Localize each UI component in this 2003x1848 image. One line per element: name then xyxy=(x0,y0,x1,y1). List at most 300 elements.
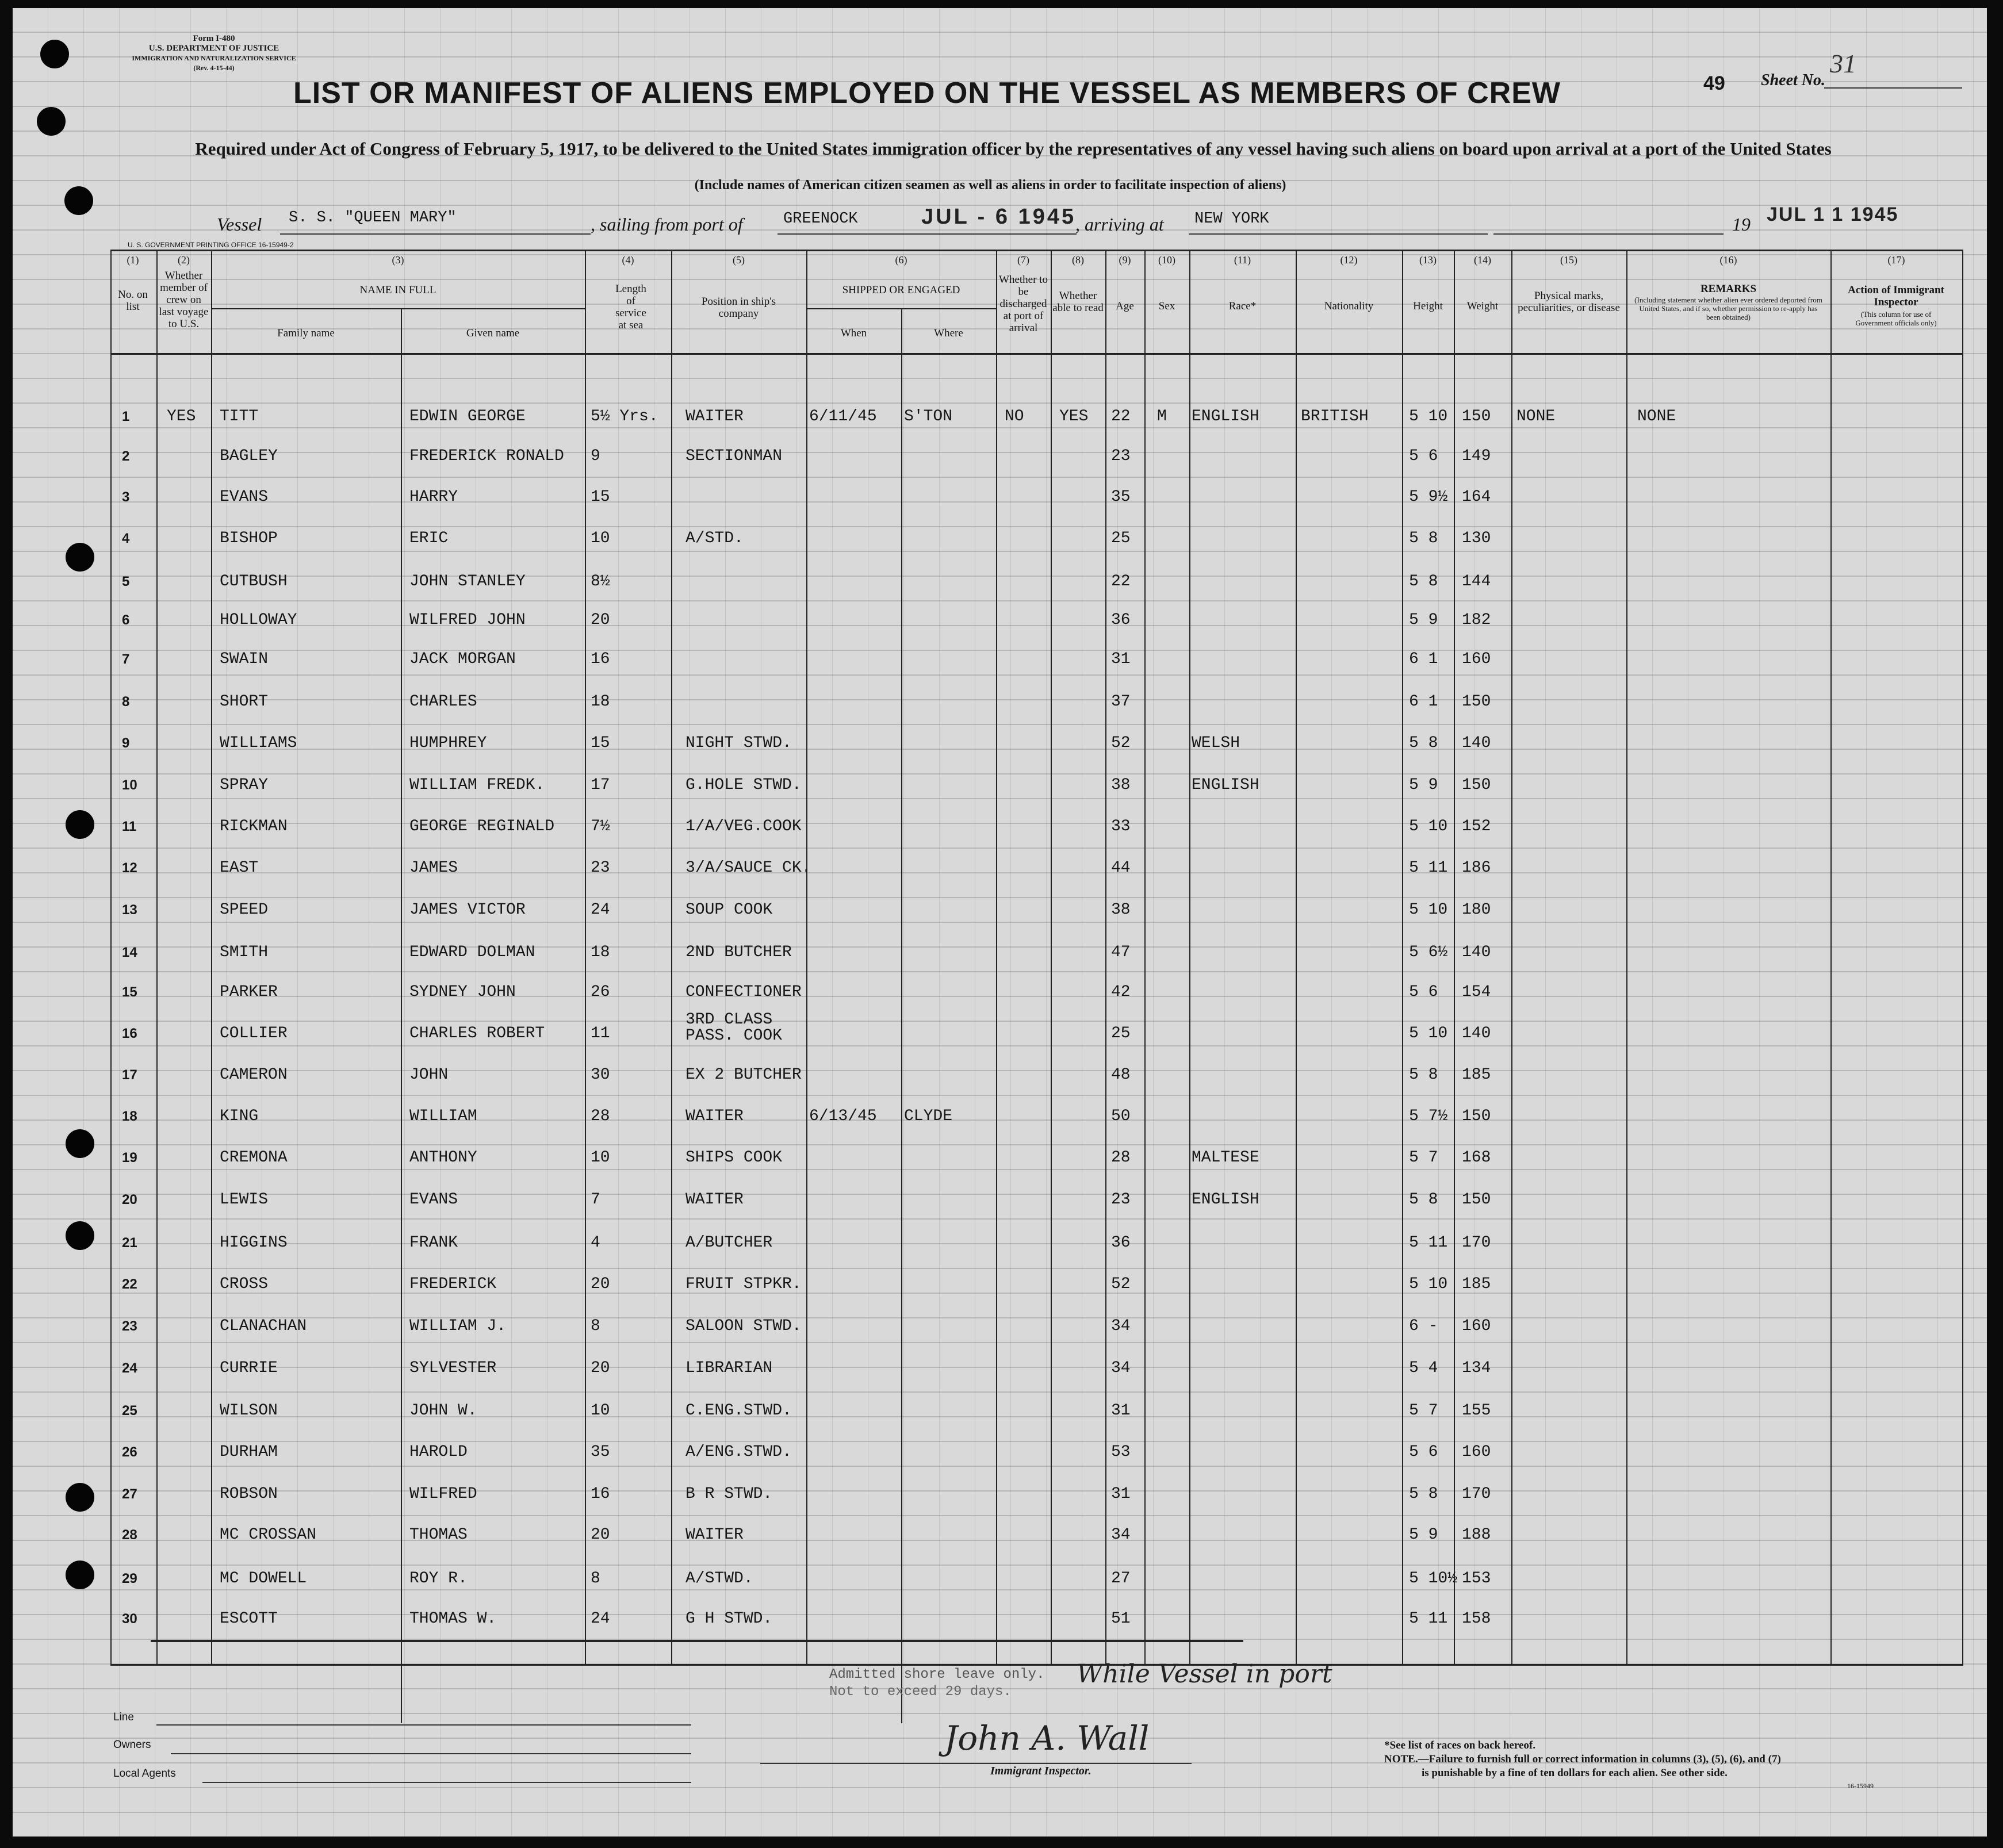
col-header-given: Given name xyxy=(466,327,520,339)
service-cell: 18 xyxy=(591,944,610,961)
age-cell: 37 xyxy=(1111,693,1131,711)
family-name-cell: TITT xyxy=(220,408,259,425)
arriving-label: , arriving at xyxy=(1075,214,1164,235)
weight-cell: 150 xyxy=(1462,408,1491,425)
row-number: 3 xyxy=(122,489,130,505)
service-cell: 15 xyxy=(591,734,610,752)
height-cell: 5 11 xyxy=(1409,1234,1448,1252)
weight-cell: 155 xyxy=(1462,1402,1491,1420)
age-cell: 25 xyxy=(1111,530,1131,547)
table-top-rule xyxy=(110,250,1962,251)
where-cell: S'TON xyxy=(904,408,953,425)
punch-hole xyxy=(64,186,93,215)
given-name-cell: FREDERICK xyxy=(409,1275,497,1293)
age-cell: 42 xyxy=(1111,983,1131,1001)
service-cell: 10 xyxy=(591,1402,610,1420)
row-number: 10 xyxy=(122,777,137,793)
column-rule xyxy=(211,250,212,1666)
row-number: 9 xyxy=(122,735,130,751)
punch-hole xyxy=(66,1561,94,1589)
col-header-race: Race* xyxy=(1228,300,1257,312)
weight-cell: 140 xyxy=(1462,1025,1491,1042)
position-cell: C.ENG.STWD. xyxy=(685,1402,792,1420)
given-name-cell: THOMAS W. xyxy=(409,1610,497,1628)
service-cell: 8 xyxy=(591,1317,600,1335)
row-number: 1 xyxy=(122,409,130,424)
service-cell: 16 xyxy=(591,1485,610,1503)
arriving-underline xyxy=(1189,233,1488,235)
col-num: (11) xyxy=(1234,254,1251,266)
age-cell: 31 xyxy=(1111,650,1131,668)
punch-hole xyxy=(37,107,66,136)
column-rule xyxy=(585,250,586,1666)
age-cell: 36 xyxy=(1111,611,1131,629)
position-cell: B R STWD. xyxy=(685,1485,773,1503)
family-name-cell: COLLIER xyxy=(220,1025,288,1042)
sheet-underline xyxy=(1824,87,1962,89)
age-cell: 36 xyxy=(1111,1234,1131,1252)
row-number: 22 xyxy=(122,1276,137,1292)
col-header-family: Family name xyxy=(277,327,335,339)
row-number: 6 xyxy=(122,612,130,628)
height-cell: 5 8 xyxy=(1409,1485,1438,1503)
position-cell: CONFECTIONER xyxy=(685,983,802,1001)
col-num: (13) xyxy=(1419,254,1437,266)
given-name-cell: WILLIAM xyxy=(409,1107,477,1125)
row-number: 21 xyxy=(122,1235,137,1251)
position-cell: G H STWD. xyxy=(685,1610,773,1628)
given-name-cell: CHARLES ROBERT xyxy=(409,1025,545,1042)
family-name-cell: SPEED xyxy=(220,901,269,919)
race-cell: ENGLISH xyxy=(1192,776,1259,794)
age-cell: 33 xyxy=(1111,818,1131,835)
position-cell: A/STD. xyxy=(685,530,744,547)
position-cell: WAITER xyxy=(685,408,744,425)
height-cell: 5 6½ xyxy=(1409,944,1448,961)
weight-cell: 144 xyxy=(1462,573,1491,591)
service-cell: 7½ xyxy=(591,818,610,835)
crew-cell: YES xyxy=(167,408,196,425)
age-cell: 38 xyxy=(1111,776,1131,794)
position-cell: SHIPS COOK xyxy=(685,1149,783,1167)
given-name-cell: HAROLD xyxy=(409,1443,468,1461)
service-cell: 15 xyxy=(591,488,610,506)
row-number: 26 xyxy=(122,1444,137,1460)
col-num: (15) xyxy=(1560,254,1577,266)
column-rule xyxy=(806,250,807,1666)
height-cell: 5 8 xyxy=(1409,573,1438,591)
col-header-height: Height xyxy=(1413,300,1443,312)
owners-label: Owners xyxy=(113,1739,151,1751)
punch-hole xyxy=(66,1483,94,1512)
given-name-cell: WILLIAM J. xyxy=(409,1317,507,1335)
date-underline xyxy=(1493,233,1724,235)
service-cell: 9 xyxy=(591,447,600,465)
age-cell: 22 xyxy=(1111,408,1131,425)
family-name-cell: CUTBUSH xyxy=(220,573,288,591)
position-cell: A/STWD. xyxy=(685,1570,753,1588)
family-name-cell: HOLLOWAY xyxy=(220,611,297,629)
position-cell: WAITER xyxy=(685,1107,744,1125)
age-cell: 25 xyxy=(1111,1025,1131,1042)
given-name-cell: CHARLES xyxy=(409,693,477,711)
vessel-name: S. S. "QUEEN MARY" xyxy=(289,209,457,227)
height-cell: 6 1 xyxy=(1409,650,1438,668)
height-cell: 6 1 xyxy=(1409,693,1438,711)
col-header-marks: Physical marks, peculiarities, or disease xyxy=(1518,290,1620,314)
position-cell: LIBRARIAN xyxy=(685,1359,773,1377)
table-bottom-rule xyxy=(110,1664,1962,1666)
row-number: 28 xyxy=(122,1527,137,1543)
col-header-remarks: REMARKS xyxy=(1700,283,1757,295)
service-cell: 20 xyxy=(591,1359,610,1377)
height-cell: 5 6 xyxy=(1409,1443,1438,1461)
service-cell: 26 xyxy=(591,983,610,1001)
given-name-cell: ROY R. xyxy=(409,1570,468,1588)
service-cell: 23 xyxy=(591,859,610,877)
service-cell: 5½ Yrs. xyxy=(591,408,658,425)
weight-cell: 140 xyxy=(1462,734,1491,752)
col-num: (8) xyxy=(1072,254,1084,266)
given-name-cell: FREDERICK RONALD xyxy=(409,447,564,465)
age-cell: 35 xyxy=(1111,488,1131,506)
marks-cell: NONE xyxy=(1516,408,1556,425)
service-cell: 24 xyxy=(591,901,610,919)
row-number: 12 xyxy=(122,860,137,876)
row-number: 16 xyxy=(122,1026,137,1041)
age-cell: 52 xyxy=(1111,1275,1131,1293)
position-cell: SECTIONMAN xyxy=(685,447,783,465)
name-subheader-rule xyxy=(211,308,585,309)
age-cell: 31 xyxy=(1111,1402,1131,1420)
service: IMMIGRATION AND NATURALIZATION SERVICE xyxy=(132,54,296,62)
form-number: Form I-480 xyxy=(193,34,235,43)
family-name-cell: ESCOTT xyxy=(220,1610,278,1628)
given-name-cell: FRANK xyxy=(409,1234,458,1252)
age-cell: 48 xyxy=(1111,1066,1131,1084)
col-header-service: Length of service at sea xyxy=(615,283,646,331)
col-header-weight: Weight xyxy=(1466,300,1499,312)
race-cell: WELSH xyxy=(1192,734,1240,752)
height-cell: 5 8 xyxy=(1409,530,1438,547)
family-name-cell: EVANS xyxy=(220,488,269,506)
row-number: 24 xyxy=(122,1360,137,1376)
given-name-cell: JOHN STANLEY xyxy=(409,573,526,591)
weight-cell: 170 xyxy=(1462,1234,1491,1252)
weight-cell: 186 xyxy=(1462,859,1491,877)
service-cell: 7 xyxy=(591,1191,600,1209)
department: U.S. DEPARTMENT OF JUSTICE xyxy=(148,44,279,53)
family-name-cell: WILLIAMS xyxy=(220,734,297,752)
weight-cell: 150 xyxy=(1462,1191,1491,1209)
col-num: (2) xyxy=(178,254,190,266)
discharged-cell: NO xyxy=(1005,408,1024,425)
local-agents-label: Local Agents xyxy=(113,1768,176,1780)
service-cell: 28 xyxy=(591,1107,610,1125)
given-name-cell: SYLVESTER xyxy=(409,1359,497,1377)
row-number: 29 xyxy=(122,1571,137,1586)
given-name-cell: HUMPHREY xyxy=(409,734,487,752)
weight-cell: 160 xyxy=(1462,1317,1491,1335)
row-number: 14 xyxy=(122,945,137,960)
punch-hole xyxy=(66,810,94,839)
failure-note-cont: is punishable by a fine of ten dollars for each alien. See other side. xyxy=(1422,1767,1728,1779)
admitted-stamp-limit: Not to exceed 29 days. xyxy=(829,1684,1012,1700)
height-cell: 5 9½ xyxy=(1409,488,1448,506)
column-rule xyxy=(1830,250,1832,1666)
weight-cell: 160 xyxy=(1462,1443,1491,1461)
signature-underline xyxy=(760,1763,1192,1764)
printer-note: U. S. GOVERNMENT PRINTING OFFICE 16-15949-2 xyxy=(128,241,294,249)
arriving-port: NEW YORK xyxy=(1194,210,1269,228)
family-name-cell: EAST xyxy=(220,859,259,877)
given-name-cell: WILLIAM FREDK. xyxy=(409,776,545,794)
family-name-cell: PARKER xyxy=(220,983,278,1001)
weight-cell: 170 xyxy=(1462,1485,1491,1503)
punch-hole xyxy=(66,543,94,572)
line-label: Line xyxy=(113,1711,134,1723)
handwritten-note: While Vessel in port xyxy=(1077,1659,1332,1689)
service-cell: 20 xyxy=(591,611,610,629)
act-subtitle: Required under Act of Congress of February 5, 1917, to be delivered to the United States immigration officer by the representatives of any vessel having such aliens on board upon arrival at a port of the United States xyxy=(195,139,1832,159)
col-header-nationality: Nationality xyxy=(1324,300,1374,312)
position-cell: EX 2 BUTCHER xyxy=(685,1066,802,1084)
family-name-cell: CURRIE xyxy=(220,1359,278,1377)
header-bottom-rule xyxy=(110,353,1962,355)
service-cell: 10 xyxy=(591,1149,610,1167)
family-name-cell: RICKMAN xyxy=(220,818,288,835)
position-cell: 3/A/SAUCE CK. xyxy=(685,859,811,877)
admitted-stamp: Admitted shore leave only. xyxy=(829,1667,1045,1682)
height-cell: 5 8 xyxy=(1409,734,1438,752)
age-cell: 47 xyxy=(1111,944,1131,961)
given-name-cell: JACK MORGAN xyxy=(409,650,516,668)
row-number: 4 xyxy=(122,531,130,546)
age-cell: 28 xyxy=(1111,1149,1131,1167)
given-name-cell: EVANS xyxy=(409,1191,458,1209)
row-number: 19 xyxy=(122,1150,137,1165)
agents-underline xyxy=(202,1782,691,1783)
given-name-cell: EDWARD DOLMAN xyxy=(409,944,535,961)
col-num: (10) xyxy=(1158,254,1175,266)
where-cell: CLYDE xyxy=(904,1107,953,1125)
column-rule xyxy=(1454,250,1455,1666)
row-number: 17 xyxy=(122,1067,137,1083)
weight-cell: 164 xyxy=(1462,488,1491,506)
age-cell: 34 xyxy=(1111,1359,1131,1377)
service-cell: 8 xyxy=(591,1570,600,1588)
family-name-cell: CREMONA xyxy=(220,1149,288,1167)
age-cell: 27 xyxy=(1111,1570,1131,1588)
height-cell: 5 11 xyxy=(1409,1610,1448,1628)
height-cell: 5 10 xyxy=(1409,1275,1448,1293)
row-number: 11 xyxy=(122,819,137,834)
read-cell: YES xyxy=(1059,408,1089,425)
given-name-cell: JOHN xyxy=(409,1066,449,1084)
given-name-cell: SYDNEY JOHN xyxy=(409,983,516,1001)
weight-cell: 134 xyxy=(1462,1359,1491,1377)
family-name-cell: CAMERON xyxy=(220,1066,288,1084)
service-cell: 16 xyxy=(591,650,610,668)
year-label: 19 xyxy=(1732,214,1751,235)
weight-cell: 150 xyxy=(1462,693,1491,711)
age-cell: 50 xyxy=(1111,1107,1131,1125)
inspector-label: Immigrant Inspector. xyxy=(990,1765,1091,1777)
vessel-label: Vessel xyxy=(217,214,262,235)
weight-cell: 168 xyxy=(1462,1149,1491,1167)
sailing-port: GREENOCK xyxy=(783,210,858,228)
service-cell: 30 xyxy=(591,1066,610,1084)
weight-cell: 182 xyxy=(1462,611,1491,629)
age-cell: 51 xyxy=(1111,1610,1131,1628)
given-name-cell: THOMAS xyxy=(409,1526,468,1544)
column-rule xyxy=(156,250,158,1666)
given-name-cell: GEORGE REGINALD xyxy=(409,818,555,835)
service-cell: 17 xyxy=(591,776,610,794)
age-cell: 52 xyxy=(1111,734,1131,752)
height-cell: 5 7 xyxy=(1409,1402,1438,1420)
weight-cell: 130 xyxy=(1462,530,1491,547)
row-number: 2 xyxy=(122,448,130,464)
weight-cell: 180 xyxy=(1462,901,1491,919)
position-cell: 1/A/VEG.COOK xyxy=(685,818,802,835)
col-num: (16) xyxy=(1719,254,1737,266)
weight-cell: 140 xyxy=(1462,944,1491,961)
col-header-when: When xyxy=(840,327,867,339)
col-header-discharged: Whether to be discharged at port of arrival xyxy=(999,274,1048,334)
height-cell: 5 9 xyxy=(1409,776,1438,794)
service-cell: 20 xyxy=(591,1275,610,1293)
col-num: (3) xyxy=(392,254,404,266)
position-cell: 2ND BUTCHER xyxy=(685,944,792,961)
service-cell: 11 xyxy=(591,1025,610,1042)
height-cell: 5 6 xyxy=(1409,983,1438,1001)
punch-hole xyxy=(66,1129,94,1158)
service-cell: 10 xyxy=(591,530,610,547)
age-cell: 44 xyxy=(1111,859,1131,877)
col-num: (5) xyxy=(733,254,745,266)
sheet-prefix: 49 xyxy=(1703,72,1725,94)
given-name-cell: JOHN W. xyxy=(409,1402,477,1420)
column-rule xyxy=(901,308,902,1723)
column-rule xyxy=(1511,250,1512,1666)
col-header-crew: Whether member of crew on last voyage to U.S. xyxy=(159,270,209,330)
age-cell: 34 xyxy=(1111,1526,1131,1544)
given-name-cell: HARRY xyxy=(409,488,458,506)
age-cell: 22 xyxy=(1111,573,1131,591)
position-cell: SALOON STWD. xyxy=(685,1317,802,1335)
family-name-cell: MC CROSSAN xyxy=(220,1526,317,1544)
col-header-name: NAME IN FULL xyxy=(359,284,436,296)
col-header-sex: Sex xyxy=(1158,300,1175,312)
given-name-cell: ANTHONY xyxy=(409,1149,477,1167)
column-rule xyxy=(996,250,997,1666)
weight-cell: 149 xyxy=(1462,447,1491,465)
position-cell: A/BUTCHER xyxy=(685,1234,773,1252)
weight-cell: 152 xyxy=(1462,818,1491,835)
height-cell: 5 11 xyxy=(1409,859,1448,877)
family-name-cell: LEWIS xyxy=(220,1191,269,1209)
position-cell: WAITER xyxy=(685,1526,744,1544)
column-rule xyxy=(671,250,672,1666)
col-header-action-note: (This column for use of Government officials only) xyxy=(1855,310,1937,327)
height-cell: 6 - xyxy=(1409,1317,1438,1335)
row-number: 27 xyxy=(122,1486,137,1502)
height-cell: 5 10 xyxy=(1409,408,1448,425)
col-header-where: Where xyxy=(934,327,963,339)
sailing-underline xyxy=(778,233,1077,235)
family-name-cell: CROSS xyxy=(220,1275,269,1293)
row-number: 5 xyxy=(122,574,130,589)
column-rule xyxy=(1105,250,1106,1666)
service-cell: 24 xyxy=(591,1610,610,1628)
given-name-cell: ERIC xyxy=(409,530,449,547)
family-name-cell: ROBSON xyxy=(220,1485,278,1503)
position-cell: FRUIT STPKR. xyxy=(685,1275,802,1293)
column-rule xyxy=(1144,250,1146,1666)
col-header-position: Position in ship's company xyxy=(701,296,776,320)
weight-cell: 185 xyxy=(1462,1275,1491,1293)
family-name-cell: CLANACHAN xyxy=(220,1317,307,1335)
weight-cell: 185 xyxy=(1462,1066,1491,1084)
col-header-read: Whether able to read xyxy=(1052,290,1104,314)
inspector-signature: John A. Wall xyxy=(944,1719,1150,1758)
row-number: 13 xyxy=(122,902,137,918)
service-cell: 35 xyxy=(591,1443,610,1461)
given-name-cell: WILFRED xyxy=(409,1485,477,1503)
service-cell: 20 xyxy=(591,1526,610,1544)
arrival-date-stamp: JUL 1 1 1945 xyxy=(1767,204,1899,225)
sheet-number: 31 xyxy=(1830,49,1856,78)
col-num: (7) xyxy=(1017,254,1029,266)
form-code: 16-15949 xyxy=(1847,1782,1874,1790)
weight-cell: 150 xyxy=(1462,776,1491,794)
family-name-cell: MC DOWELL xyxy=(220,1570,307,1588)
sailing-label: , sailing from port of xyxy=(591,214,743,235)
col-num: (9) xyxy=(1119,254,1131,266)
height-cell: 5 8 xyxy=(1409,1191,1438,1209)
age-cell: 23 xyxy=(1111,447,1131,465)
given-name-cell: JAMES xyxy=(409,859,458,877)
col-num: (6) xyxy=(895,254,907,266)
position-cell: 3RD CLASS PASS. COOK xyxy=(685,1011,783,1045)
col-num: (17) xyxy=(1887,254,1905,266)
position-cell: SOUP COOK xyxy=(685,901,773,919)
weight-cell: 154 xyxy=(1462,983,1491,1001)
family-name-cell: BAGLEY xyxy=(220,447,278,465)
manifest-sheet xyxy=(13,8,1987,1837)
height-cell: 5 10½ xyxy=(1409,1570,1458,1588)
column-rule xyxy=(1189,250,1190,1666)
height-cell: 5 4 xyxy=(1409,1359,1438,1377)
row-number: 7 xyxy=(122,651,130,667)
family-name-cell: SHORT xyxy=(220,693,269,711)
height-cell: 5 9 xyxy=(1409,611,1438,629)
col-header-remarks-note: (Including statement whether alien ever ordered deported from United States, and if so, whether permission to re-apply has been obtained) xyxy=(1634,296,1822,321)
service-cell: 4 xyxy=(591,1234,600,1252)
weight-cell: 188 xyxy=(1462,1526,1491,1544)
column-rule xyxy=(1296,250,1297,1666)
row-number: 30 xyxy=(122,1611,137,1627)
race-cell: MALTESE xyxy=(1192,1149,1259,1167)
position-cell: G.HOLE STWD. xyxy=(685,776,802,794)
col-header-no: No. on list xyxy=(118,289,148,313)
height-cell: 5 7½ xyxy=(1409,1107,1448,1125)
row-number: 25 xyxy=(122,1403,137,1418)
height-cell: 5 10 xyxy=(1409,818,1448,835)
family-name-cell: SWAIN xyxy=(220,650,269,668)
column-rule xyxy=(110,250,112,1666)
